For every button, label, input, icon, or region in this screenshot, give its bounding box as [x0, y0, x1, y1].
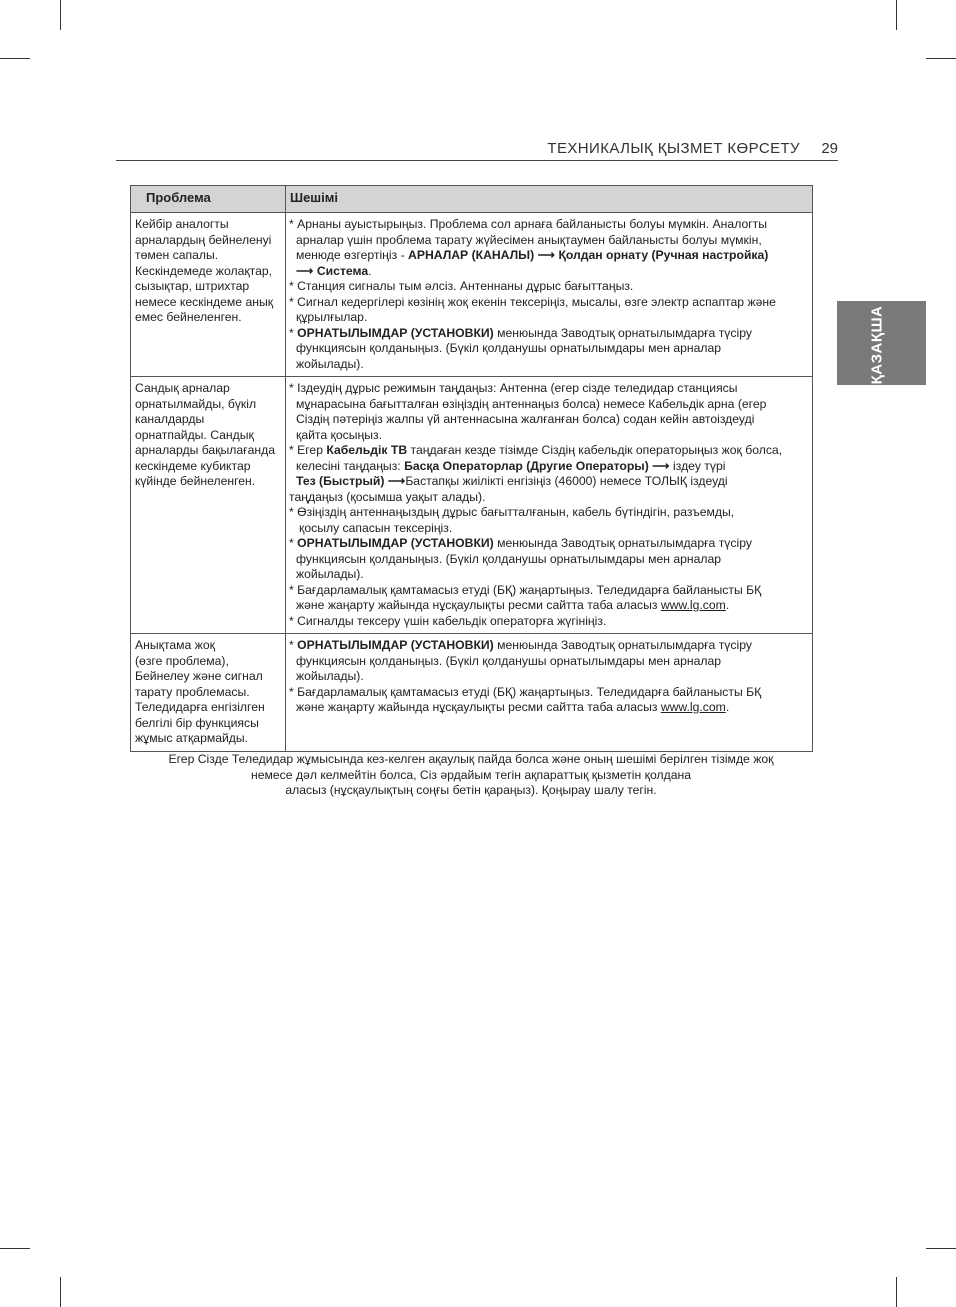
column-header-problem: Проблема — [131, 186, 286, 213]
solution-line: * ОРНАТЫЛЫМДАР (УСТАНОВКИ) менюында Заводтық орнатылымдарға түсіру — [289, 536, 752, 550]
solution-line: * Іздеудің дұрыс режимын таңдаңыз: Антенна (егер сізде теледидар станциясы — [289, 381, 738, 395]
solution-line: * Сигналды тексеру үшін кабельдік операторға жүгініңіз. — [289, 613, 607, 628]
solution-line: * Бағдарламалық қамтамасыз етуді (БҚ) жаңартыңыз. Теледидарға байланысты БҚ — [289, 582, 762, 597]
problem-line: Сандық арналар — [135, 381, 230, 395]
problem-line: орнатылмайды, бүкіл — [135, 396, 257, 411]
solution-line: Тез (Быстрый) ⟶Бастапқы жиілікті енгізіңіз (46000) немесе ТОЛЫҚ іздеуді — [296, 474, 728, 488]
solution-line: * ОРНАТЫЛЫМДАР (УСТАНОВКИ) менюында Заводтық орнатылымдарға түсіру — [289, 638, 752, 652]
language-tab — [837, 301, 926, 385]
table-row — [131, 377, 813, 634]
problem-line: тарату проблемасы. — [135, 684, 250, 699]
support-note — [130, 752, 812, 799]
support-note-line: немесе дәл келмейтін болса, Сіз әрдайым тегін ақпараттық қызметін қолдана — [251, 767, 691, 782]
problem-line: Анықтама жоқ — [135, 638, 215, 652]
crop-mark — [926, 58, 956, 59]
lg-website-link[interactable]: www.lg.com — [660, 598, 726, 612]
solution-line: және жаңарту жайында нұсқаулықты ресми сайтта таба аласыз www.lg.com. — [296, 598, 730, 612]
solution-line: және жаңарту жайында нұсқаулықты ресми сайтта таба аласыз www.lg.com. — [296, 700, 730, 714]
problem-cell — [131, 213, 286, 377]
solution-line: функциясын қолданыңыз. (Бүкіл қолданушы орнатылымдары мен арналар — [296, 551, 722, 566]
problem-cell — [131, 377, 286, 634]
problem-line: орнатпайды. Сандық — [135, 427, 254, 442]
problem-line: Теледидарға енгізілген — [135, 700, 265, 714]
arrow-icon: ⟶ — [652, 458, 670, 473]
solution-line: келесіні таңдаңыз: Басқа Операторлар (Другие Операторы) ⟶ іздеу түрі — [296, 458, 726, 473]
problem-line: күйінде бейнеленген. — [135, 474, 256, 488]
page-number: 29 — [821, 140, 838, 157]
column-header-solution: Шешімі — [286, 186, 813, 213]
solution-line: * Бағдарламалық қамтамасыз етуді (БҚ) жаңартыңыз. Теледидарға байланысты БҚ — [289, 684, 762, 699]
page-title: ТЕХНИКАЛЫҚ ҚЫЗМЕТ КӨРСЕТУ — [547, 140, 800, 157]
problem-line: емес бейнеленген. — [135, 310, 242, 324]
problem-line: төмен сапалы. — [135, 248, 219, 262]
table-row — [131, 634, 813, 752]
solution-line: * Сигнал кедергілері көзінің жоқ екенін тексеріңіз, мысалы, өзге электр аспаптар және — [289, 294, 776, 309]
solution-line: жойылады). — [296, 356, 364, 371]
problem-line: каналдарды — [135, 412, 205, 426]
crop-mark — [896, 0, 897, 30]
solution-line: * Өзіңіздің антеннаңыздың дұрыс бағытталғанын, кабель бүтіндігін, разъемды, — [289, 505, 735, 519]
solution-line: жойылады). — [296, 669, 364, 683]
crop-mark — [0, 1248, 30, 1249]
solution-line: ⟶ Система. — [296, 263, 372, 278]
solution-line: Сіздің пәтеріңіз жалпы үй антеннасына жалғанған болса) содан кейін автоіздеуді — [296, 412, 755, 426]
crop-mark — [60, 0, 61, 30]
language-tab-label: ҚАЗАҚША — [868, 305, 886, 385]
lg-website-link[interactable]: www.lg.com — [660, 700, 726, 714]
problem-line: жұмыс атқармайды. — [135, 731, 249, 745]
problem-line: сызықтар, штрихтар — [135, 279, 250, 293]
problem-line: белгілі бір функциясы — [135, 715, 259, 730]
solution-line: арналар үшін проблема тарату жүйесімен анықтаумен байланысты болуы мүмкін, — [296, 232, 762, 247]
problem-line: кескіндеме кубиктар — [135, 458, 251, 473]
problem-cell — [131, 634, 286, 752]
solution-line: функциясын қолданыңыз. (Бүкіл қолданушы орнатылымдары мен арналар — [296, 341, 722, 355]
solution-line: таңдаңыз (қосымша уақыт алады). — [289, 489, 486, 504]
solution-cell — [286, 377, 813, 634]
solution-line: қосылу сапасын тексеріңіз. — [299, 520, 453, 535]
problem-line: немесе кескіндеме анық — [135, 294, 274, 309]
support-note-line: Егер Сізде Теледидар жұмысында кез-келген ақаулық пайда болса және оның шешімі берілген тізімде жоқ — [168, 752, 774, 766]
solution-line: * ОРНАТЫЛЫМДАР (УСТАНОВКИ) менюында Заводтық орнатылымдарға түсіру — [289, 325, 752, 340]
solution-line: менюде өзгертіңіз - АРНАЛАР (КАНАЛЫ) ⟶ Қолдан орнату (Ручная настройка) — [296, 248, 769, 262]
solution-cell — [286, 213, 813, 377]
solution-cell — [286, 634, 813, 752]
solution-line: * Станция сигналы тым әлсіз. Антеннаны дұрыс бағыттаңыз. — [289, 279, 634, 293]
problem-line: арналардың бейнеленуі — [135, 232, 272, 247]
troubleshooting-table — [130, 185, 813, 752]
crop-mark — [0, 58, 30, 59]
solution-line: құрылғылар. — [296, 310, 368, 324]
table-header-row — [131, 186, 813, 213]
problem-line: Кескіндемеде жолақтар, — [135, 263, 273, 278]
solution-line: функциясын қолданыңыз. (Бүкіл қолданушы орнатылымдары мен арналар — [296, 653, 722, 668]
solution-line: жойылады). — [296, 567, 364, 581]
solution-line: мұнарасына бағытталған өзіңіздің антеннаңыз болса) немесе Кабельдік арна (егер — [296, 396, 767, 411]
arrow-icon: ⟶ — [537, 248, 556, 262]
solution-line: * Егер Кабельдік ТВ таңдаған кезде тізімде Сіздің кабельдік операторыңыз жоқ болса, — [289, 443, 783, 457]
problem-line: Кейбір аналогты — [135, 217, 229, 231]
crop-mark — [60, 1277, 61, 1307]
solution-line: қайта қосыңыз. — [296, 427, 382, 442]
crop-mark — [926, 1248, 956, 1249]
support-note-line: аласыз (нұсқаулықтың соңғы бетін қараңыз). Қоңырау шалу тегін. — [285, 783, 657, 797]
problem-line: арналарды бақылағанда — [135, 443, 276, 457]
solution-line: * Арнаны ауыстырыңыз. Проблема сол арнаға байланысты болуы мүмкін. Аналогты — [289, 217, 768, 231]
problem-line: (өзге проблема), — [135, 653, 229, 668]
crop-mark — [896, 1277, 897, 1307]
table-row — [131, 213, 813, 377]
arrow-icon: ⟶ — [296, 263, 314, 278]
arrow-icon: ⟶ — [387, 474, 406, 488]
page-header — [116, 140, 838, 161]
problem-line: Бейнелеу және сигнал — [135, 669, 263, 683]
